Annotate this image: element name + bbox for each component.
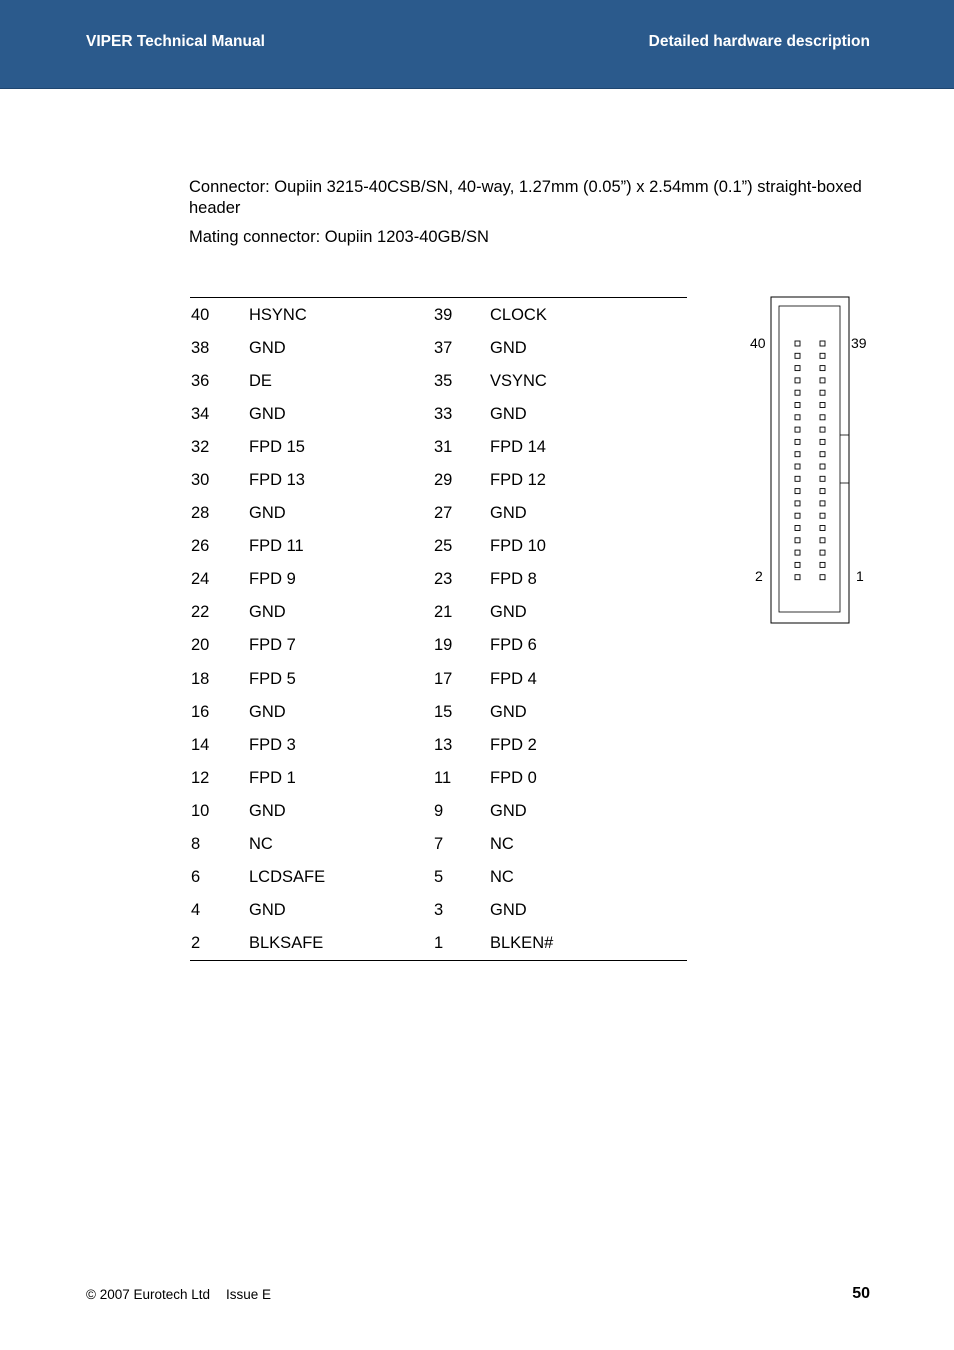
pin-number: 31 [434,437,453,456]
pin-row [190,332,687,365]
connector-pin [820,390,825,395]
signal-name: NC [249,835,273,854]
signal-name: GND [490,404,527,423]
pin-number: 38 [191,338,210,357]
pin-row [190,861,687,894]
pin-number: 22 [191,603,210,622]
connector-pin [795,489,800,494]
pin-number: 2 [190,927,248,961]
pin-number: 18 [191,669,210,688]
connector-pin [795,476,800,481]
pin-number: 13 [434,735,453,754]
connector-pin [795,378,800,383]
pin-row [190,927,687,961]
pin-number: 29 [434,471,453,490]
connector-pin [820,575,825,580]
signal-name: BLKEN# [489,927,687,961]
connector-pin [820,562,825,567]
pin-row [190,563,687,596]
connector-pin [820,378,825,383]
pin-number: 33 [434,404,453,423]
pin-row [190,729,687,762]
signal-name: FPD 2 [490,735,537,754]
pin-row [190,530,687,563]
connector-diagram [745,296,875,626]
signal-name: FPD 8 [490,570,537,589]
connector-pin [820,489,825,494]
connector-pin [795,513,800,518]
pin-label-1: 1 [856,568,864,584]
pin-number: 3 [434,901,444,920]
pin-row [190,497,687,530]
connector-pin [795,550,800,555]
pin-number: 15 [434,702,453,721]
pinout-table-body [190,299,687,961]
page-number: 50 [852,1285,870,1302]
pin-number: 4 [191,901,201,920]
connector-pin [820,452,825,457]
signal-name: FPD 12 [490,471,546,490]
signal-name: VSYNC [490,371,547,390]
pin-number: 1 [433,927,489,961]
signal-name: GND [249,504,286,523]
pin-row [190,365,687,398]
connector-pin [795,341,800,346]
pin-number: 20 [191,636,210,655]
section-title: Detailed hardware description [648,33,870,50]
signal-name: FPD 1 [249,768,296,787]
signal-name: GND [249,901,286,920]
connector-pin [820,538,825,543]
connector-pin [820,341,825,346]
pin-label-2: 2 [755,568,763,584]
signal-name: FPD 14 [490,437,546,456]
connector-pin [820,427,825,432]
pin-number: 27 [434,504,453,523]
pin-number: 21 [434,603,453,622]
connector-pin [795,452,800,457]
connector-pin [795,501,800,506]
connector-pin [820,550,825,555]
pin-number: 26 [191,537,210,556]
connector-pin [820,439,825,444]
connector-pin [820,366,825,371]
pin-number: 7 [434,835,444,854]
connector-description [189,177,869,256]
pin-row [190,629,687,662]
pin-number: 10 [191,801,210,820]
connector-pin [820,353,825,358]
pin-number: 40 [191,305,210,324]
signal-name: FPD 6 [490,636,537,655]
pin-number: 5 [434,868,444,887]
signal-name: FPD 3 [249,735,296,754]
pin-number: 9 [434,801,444,820]
pin-number: 17 [434,669,453,688]
signal-name: NC [490,835,514,854]
signal-name: GND [249,338,286,357]
pin-number: 11 [434,768,452,787]
connector-pin [820,464,825,469]
pin-number: 28 [191,504,210,523]
signal-name: GND [490,801,527,820]
pin-row [190,894,687,927]
connector-pin [795,415,800,420]
pin-row [190,299,687,332]
connector-pin [820,415,825,420]
connector-pin [820,403,825,408]
pin-number: 19 [434,636,453,655]
pin-number: 37 [434,338,453,357]
signal-name: CLOCK [490,305,547,324]
connector-pin [795,439,800,444]
signal-name: FPD 4 [490,669,537,688]
signal-name: GND [490,901,527,920]
connector-pin [795,403,800,408]
issue-text: Issue E [226,1287,272,1302]
pin-number: 23 [434,570,453,589]
signal-name: FPD 11 [249,537,304,556]
pin-row [190,828,687,861]
pin-number: 12 [191,768,210,787]
signal-name: GND [249,404,286,423]
pin-number: 36 [191,371,210,390]
signal-name: LCDSAFE [249,868,326,887]
pin-number: 24 [191,570,210,589]
signal-name: FPD 13 [249,471,305,490]
signal-name: FPD 0 [490,768,537,787]
pin-row [190,596,687,629]
signal-name: DE [249,371,272,390]
signal-name: GND [490,603,527,622]
signal-name: FPD 10 [490,537,546,556]
signal-name: GND [490,504,527,523]
pin-label-39: 39 [851,335,867,351]
connector-pin [795,427,800,432]
manual-title: VIPER Technical Manual [86,33,265,50]
mating-connector-text: Mating connector: Oupiin 1203-40GB/SN [189,228,489,246]
connector-pin [795,562,800,567]
signal-name: GND [490,338,527,357]
page-footer [86,1287,271,1302]
signal-name: GND [249,801,286,820]
signal-name: NC [490,868,514,887]
signal-name: FPD 5 [249,669,296,688]
signal-name: GND [490,702,527,721]
page-header [0,0,954,89]
pin-number: 14 [191,735,210,754]
pin-row [190,663,687,696]
pin-number: 6 [191,868,201,887]
signal-name: FPD 9 [249,570,296,589]
signal-name: FPD 7 [249,636,296,655]
pin-row [190,431,687,464]
copyright-text: © 2007 Eurotech Ltd [86,1287,211,1302]
pin-number: 32 [191,437,210,456]
signal-name: HSYNC [249,305,307,324]
pin-number: 16 [191,702,210,721]
pin-label-40: 40 [750,335,766,351]
connector-pin [820,476,825,481]
pin-number: 35 [434,371,453,390]
pin-number: 25 [434,537,453,556]
connector-pin [795,390,800,395]
connector-pin [795,575,800,580]
pin-number: 39 [434,305,453,324]
connector-pin [795,366,800,371]
pin-number: 30 [191,471,210,490]
connector-pin [795,464,800,469]
connector-pin [795,538,800,543]
signal-name: GND [249,702,286,721]
connector-pin [820,526,825,531]
signal-name: BLKSAFE [248,927,433,961]
connector-part-text: Connector: Oupiin 3215-40CSB/SN, 40-way, 1.27mm (0.05”) x 2.54mm (0.1”) straight-boxed header [189,178,862,217]
signal-name: FPD 15 [249,437,305,456]
pin-row [190,762,687,795]
connector-pin [795,526,800,531]
connector-pin [795,353,800,358]
pin-number: 34 [191,404,210,423]
pin-row [190,398,687,431]
signal-name: GND [249,603,286,622]
pinout-table [190,297,687,961]
connector-pin [820,501,825,506]
pin-row [190,696,687,729]
pin-row [190,464,687,497]
pin-number: 8 [191,835,201,854]
pin-row [190,795,687,828]
connector-pin [820,513,825,518]
